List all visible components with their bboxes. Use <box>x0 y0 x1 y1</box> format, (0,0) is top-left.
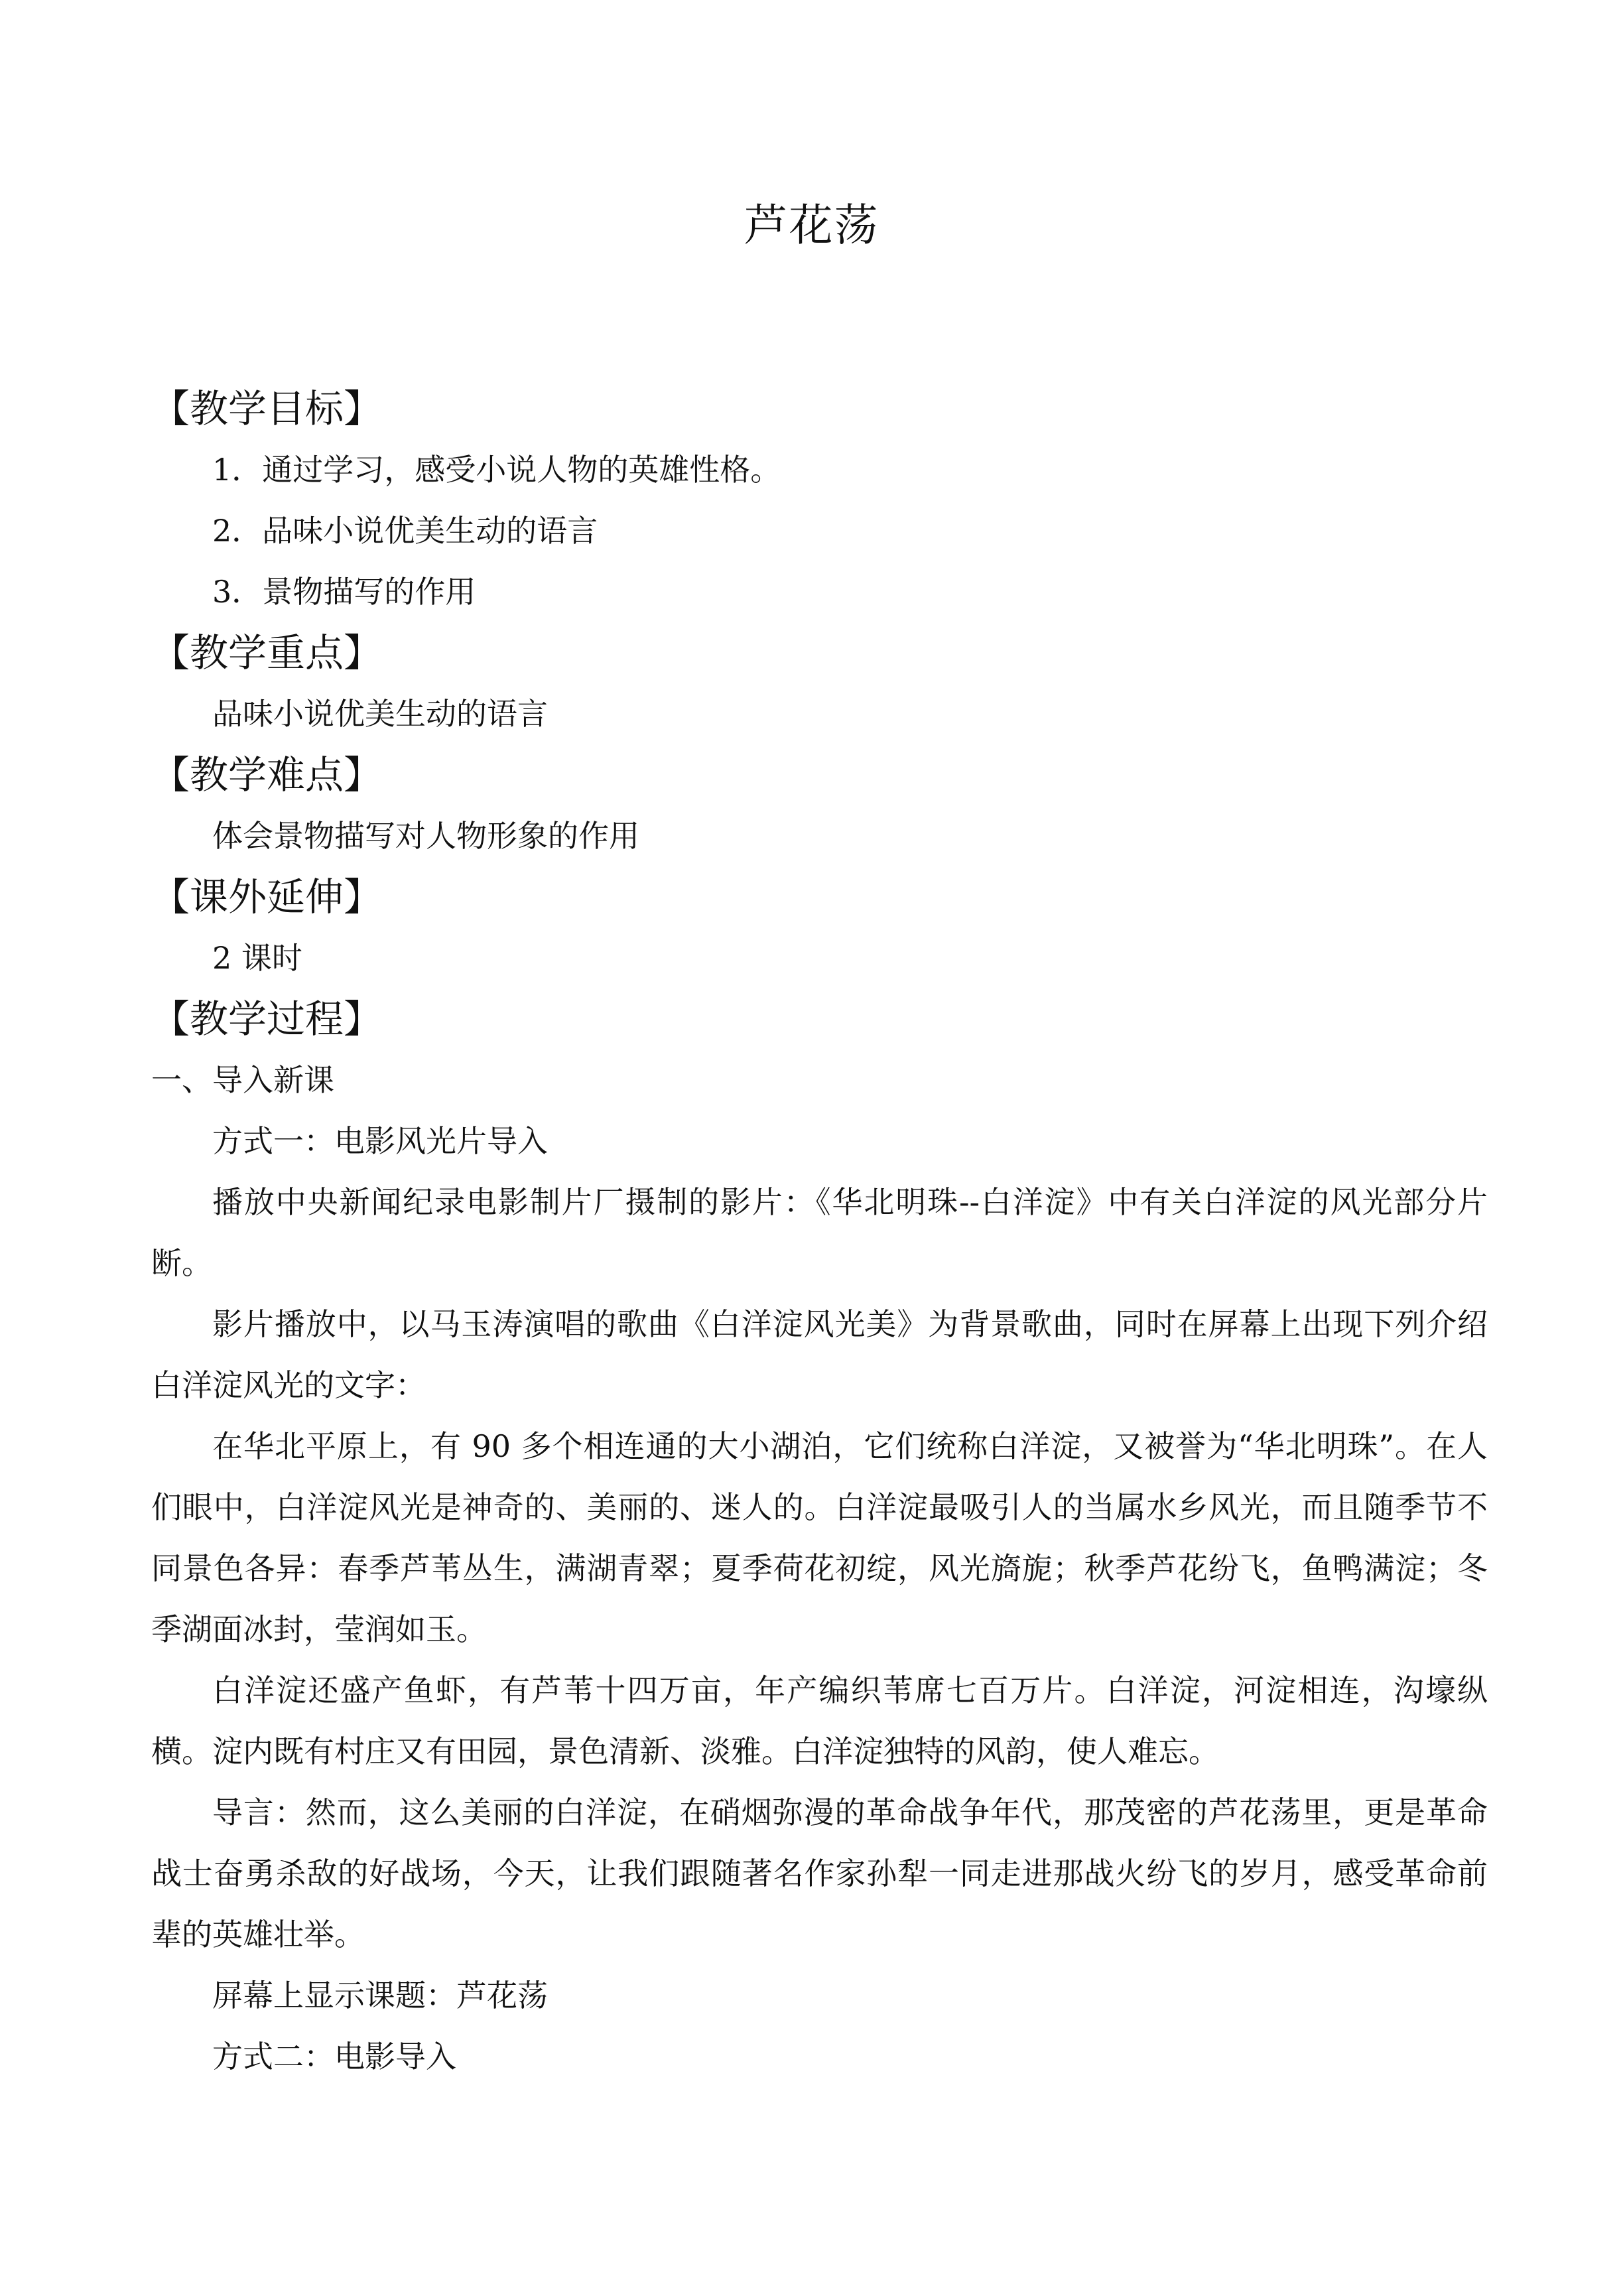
paragraph: 在华北平原上，有 90 多个相连通的大小湖泊，它们统称白洋淀，又被誉为“华北明珠”。在人们眼中，白洋淀风光是神奇的、美丽的、迷人的。白洋淀最吸引人的当属水乡风光，而且随季节不同景色各异：春季芦苇丛生，满湖青翠；夏季荷花初绽，风光旖旎；秋季芦花纷飞，鱼鸭满淀；冬季湖面冰封，莹润如玉。 <box>151 1428 1488 1647</box>
key-points-text: 品味小说优美生动的语言 <box>212 696 548 732</box>
paragraph: 播放中央新闻纪录电影制片厂摄制的影片：《华北明珠--白洋淀》中有关白洋淀的风光部分片断。 <box>151 1184 1488 1281</box>
section-heading-difficulty: 【教学难点】 <box>151 752 383 797</box>
section-heading-process: 【教学过程】 <box>151 996 383 1042</box>
method-one-text: 方式一：电影风光片导入 <box>212 1123 548 1159</box>
section-heading-key-points: 【教学重点】 <box>151 630 383 675</box>
paragraph: 白洋淀还盛产鱼虾，有芦苇十四万亩，年产编织苇席七百万片。白洋淀，河淀相连，沟壕纵横。淀内既有村庄又有田园，景色清新、淡雅。白洋淀独特的风韵，使人难忘。 <box>151 1672 1488 1769</box>
section-heading-extension: 【课外延伸】 <box>151 874 383 919</box>
paragraph: 导言：然而，这么美丽的白洋淀，在硝烟弥漫的革命战争年代，那茂密的芦花荡里，更是革命战士奋勇杀敌的好战场，今天，让我们跟随著名作家孙犁一同走进那战火纷飞的岁月，感受革命前辈的英雄壮举。 <box>151 1794 1488 1952</box>
document-body <box>151 378 1488 2087</box>
part-one-heading: 一、导入新课 <box>151 1062 334 1098</box>
goal-item: 2．品味小说优美生动的语言 <box>212 513 598 549</box>
method-two-text: 方式二：电影导入 <box>212 2039 456 2074</box>
difficulty-text: 体会景物描写对人物形象的作用 <box>212 818 639 854</box>
extension-text: 2 课时 <box>212 940 302 976</box>
goal-item: 1．通过学习，感受小说人物的英雄性格。 <box>212 452 781 488</box>
page-title: 芦花荡 <box>744 200 879 251</box>
goal-item: 3．景物描写的作用 <box>212 574 476 610</box>
section-heading-goals: 【教学目标】 <box>151 386 383 431</box>
screen-title-text: 屏幕上显示课题：芦花荡 <box>212 1978 548 2013</box>
paragraph: 影片播放中，以马玉涛演唱的歌曲《白洋淀风光美》为背景歌曲，同时在屏幕上出现下列介绍白洋淀风光的文字： <box>151 1306 1488 1403</box>
